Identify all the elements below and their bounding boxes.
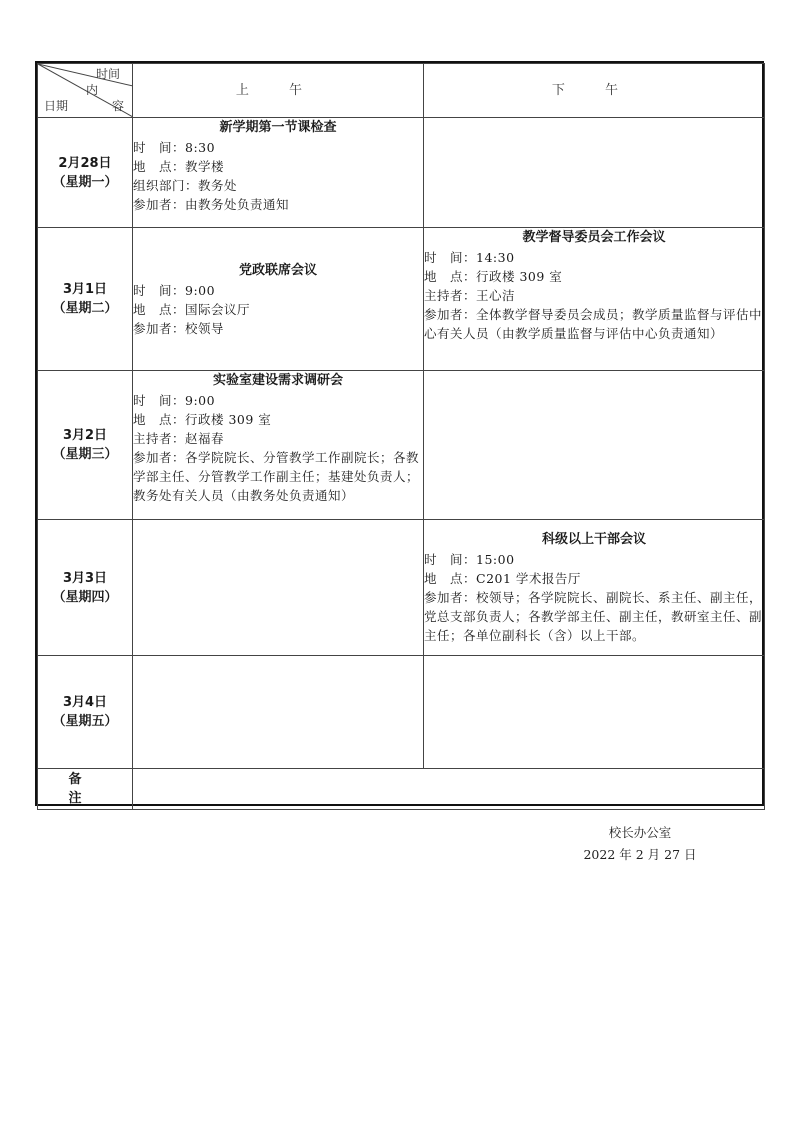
day-weekday: （星期一） <box>52 174 118 190</box>
event-title: 党政联席会议 <box>238 262 317 278</box>
day-date: 3月1日 <box>62 282 108 297</box>
day-weekday: （星期三） <box>52 447 118 462</box>
afternoon-event-cell-empty <box>424 656 765 769</box>
weekly-schedule-table <box>37 63 765 810</box>
afternoon-header: 下 午 <box>424 64 765 118</box>
header-row <box>38 64 765 118</box>
event-participants: 参加者：校领导；各学院院长、副院长、系主任、副主任，党总支部负责人；各教学部主任、副主任，教研室主任、副主任；各单位副科长（含）以上干部。 <box>424 590 763 643</box>
day-date: 3月4日 <box>62 695 108 710</box>
event-title: 教学督导委员会工作会议 <box>522 230 666 245</box>
remarks-content <box>133 769 765 810</box>
issue-date: 2022 年 2 月 27 日 <box>583 847 697 862</box>
morning-event-cell <box>133 118 424 228</box>
event-participants: 参加者：由教务处负责通知 <box>133 197 290 212</box>
day-row <box>38 656 765 769</box>
diag-label-time: 时间 <box>96 67 121 81</box>
schedule-table-frame <box>35 61 764 806</box>
event-host: 主持者：赵福春 <box>133 431 225 446</box>
day-date: 3月2日 <box>62 428 108 443</box>
signature-block <box>560 822 720 866</box>
day-weekday: （星期五） <box>52 714 118 729</box>
event-location: 地 点：国际会议厅 <box>133 301 251 317</box>
afternoon-event-cell <box>424 228 765 371</box>
afternoon-event-cell-empty <box>424 371 765 520</box>
event-location: 地 点：教学楼 <box>133 159 225 174</box>
day-cell <box>38 228 133 371</box>
event-title: 实验室建设需求调研会 <box>212 373 343 388</box>
day-row <box>38 118 765 228</box>
day-cell <box>38 520 133 656</box>
event-title: 新学期第一节课检查 <box>219 120 337 135</box>
afternoon-event-cell-empty <box>424 118 765 228</box>
event-time: 时 间：15:00 <box>424 552 515 567</box>
afternoon-event-cell <box>424 520 765 656</box>
day-row <box>38 520 765 656</box>
day-cell <box>38 371 133 520</box>
remarks-label: 备 注 <box>38 769 133 810</box>
day-date: 3月3日 <box>62 570 108 586</box>
event-time: 时 间：9:00 <box>133 393 216 408</box>
diagonal-header-cell <box>38 64 133 118</box>
diag-label-content-1: 内 <box>86 83 99 97</box>
remarks-row <box>38 769 765 810</box>
morning-event-cell-empty <box>133 520 424 656</box>
event-title: 科级以上干部会议 <box>541 532 646 547</box>
day-cell <box>38 118 133 228</box>
day-weekday: （星期二） <box>52 301 118 316</box>
event-time: 时 间：9:00 <box>133 282 216 298</box>
day-row <box>38 371 765 520</box>
event-participants: 参加者：校领导 <box>133 320 225 336</box>
event-participants: 参加者：各学院院长、分管教学工作副院长；各教学部主任、分管教学工作副主任；基建处负责人；教务处有关人员（由教务处负责通知） <box>133 450 420 503</box>
event-location: 地 点：行政楼 309 室 <box>133 412 272 427</box>
morning-event-cell <box>133 371 424 520</box>
day-row <box>38 228 765 371</box>
issuing-office: 校长办公室 <box>608 825 672 840</box>
day-weekday: （星期四） <box>52 589 118 605</box>
event-location: 地 点：C201 学术报告厅 <box>424 571 581 586</box>
morning-event-cell <box>133 228 424 371</box>
diag-label-date: 日期 <box>44 99 69 113</box>
morning-event-cell-empty <box>133 656 424 769</box>
event-participants: 参加者：全体教学督导委员会成员；教学质量监督与评估中心有关人员（由教学质量监督与评估中心负责通知） <box>424 307 763 341</box>
day-date: 2月28日 <box>58 155 112 171</box>
diag-label-content-2: 容 <box>112 99 125 113</box>
event-organizer: 组织部门：教务处 <box>133 178 238 193</box>
event-location: 地 点：行政楼 309 室 <box>424 269 563 284</box>
event-time: 时 间：14:30 <box>424 250 515 265</box>
event-time: 时 间：8:30 <box>133 140 216 155</box>
event-host: 主持者：王心洁 <box>424 288 516 303</box>
day-cell <box>38 656 133 769</box>
morning-header: 上 午 <box>133 64 424 118</box>
